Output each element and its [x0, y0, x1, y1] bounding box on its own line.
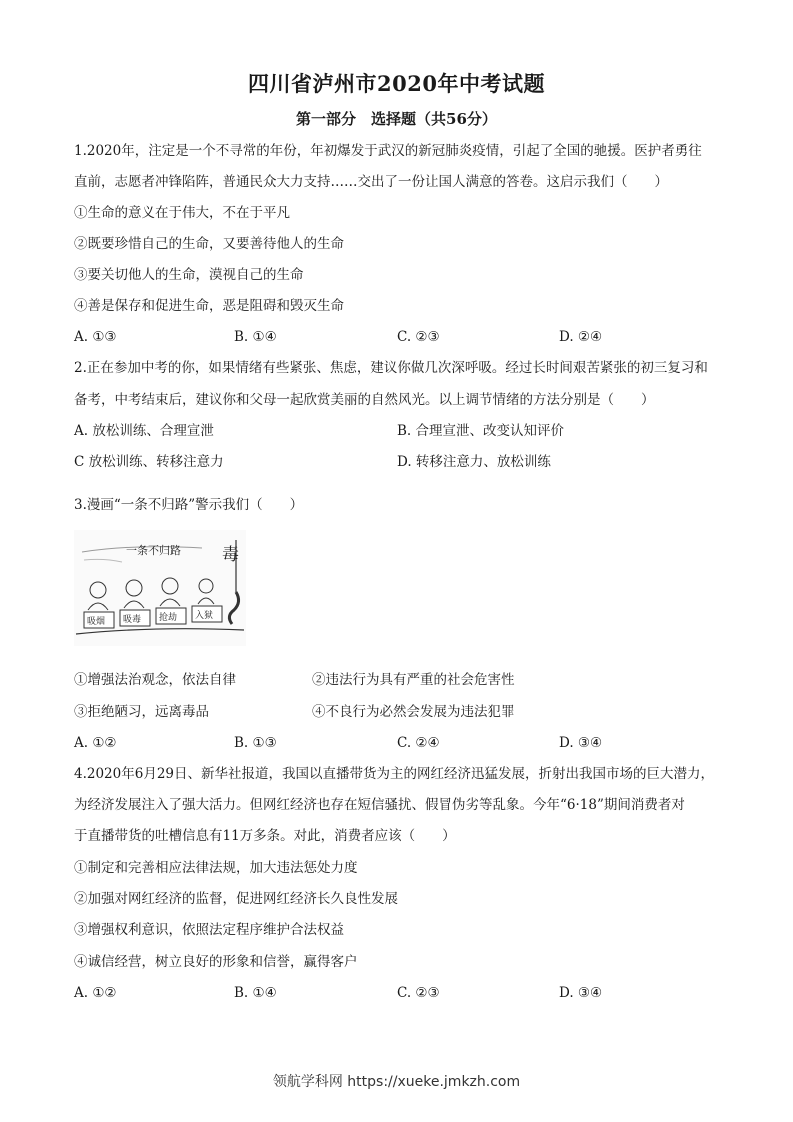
question-1-stem-line-1: 1.2020年，注定是一个不寻常的年份，年初爆发于武汉的新冠肺炎疫情，引起了全国的驰援。医护者勇往: [74, 143, 702, 159]
question-4-statement-1: ①制定和完善相应法律法规，加大违法惩处力度: [74, 860, 358, 876]
question-3-option-a[interactable]: A. ①②: [74, 735, 117, 751]
question-2-stem-line-1: 2.正在参加中考的你，如果情绪有些紧张、焦虑，建议你做几次深呼吸。经过长时间艰苦紧张的初三复习和: [74, 360, 708, 376]
section-heading: 第一部分 选择题（共56分）: [296, 110, 497, 128]
question-1-statement-3: ③要关切他人的生命，漠视自己的生命: [74, 267, 304, 283]
cartoon-sign-text: 毒: [222, 545, 239, 565]
question-4-statement-2: ②加强对网红经济的监督，促进网红经济长久良性发展: [74, 891, 398, 907]
question-1-statement-1: ①生命的意义在于伟大，不在于平凡: [74, 205, 290, 221]
page-title: 四川省泸州市2020年中考试题: [248, 71, 545, 96]
question-3-statement-4: ④不良行为必然会发展为违法犯罪: [312, 704, 515, 720]
question-4-statement-4: ④诚信经营，树立良好的形象和信誉，赢得客户: [74, 954, 358, 970]
cartoon-box-2-label: 吸毒: [123, 615, 142, 625]
cartoon-box-4-label: 入狱: [195, 611, 214, 621]
question-3-statement-2: ②违法行为具有严重的社会危害性: [312, 672, 515, 688]
question-1-option-a[interactable]: A. ①③: [74, 329, 117, 345]
cartoon-illustration: [74, 530, 246, 646]
question-2-option-d[interactable]: D. 转移注意力、放松训练: [397, 454, 551, 470]
question-3-option-b[interactable]: B. ①③: [234, 735, 277, 751]
question-3-statement-1: ①增强法治观念，依法自律: [74, 672, 236, 688]
question-3-option-d[interactable]: D. ③④: [559, 735, 603, 751]
question-1-statement-2: ②既要珍惜自己的生命，又要善待他人的生命: [74, 236, 344, 252]
footer-watermark: 领航学科网 https://xueke.jmkzh.com: [272, 1074, 521, 1090]
question-4-option-c[interactable]: C. ②③: [397, 985, 440, 1001]
question-1-option-c[interactable]: C. ②③: [397, 329, 440, 345]
question-2-option-b[interactable]: B. 合理宣泄、改变认知评价: [397, 423, 565, 439]
question-3-stem: 3.漫画“一条不归路”警示我们（ ）: [74, 497, 304, 513]
question-4-stem-line-1: 4.2020年6月29日、新华社报道，我国以直播带货为主的网红经济迅猛发展，折射出我国市场的巨大潜力，: [74, 766, 715, 782]
question-2-stem-line-2: 备考，中考结束后，建议你和父母一起欣赏美丽的自然风光。以上调节情绪的方法分别是（ ）: [74, 392, 655, 408]
question-1-option-d[interactable]: D. ②④: [559, 329, 603, 345]
question-4-statement-3: ③增强权利意识，依照法定程序维护合法权益: [74, 922, 344, 938]
cartoon-box-1-label: 吸烟: [87, 617, 106, 627]
cartoon-box-3-label: 抢劫: [159, 613, 178, 623]
question-1-option-b[interactable]: B. ①④: [234, 329, 277, 345]
question-4-option-d[interactable]: D. ③④: [559, 985, 603, 1001]
question-1-statement-4: ④善是保存和促进生命，恶是阻碍和毁灭生命: [74, 298, 344, 314]
question-3-statement-3: ③拒绝陋习，远离毒品: [74, 704, 209, 720]
question-4-option-a[interactable]: A. ①②: [74, 985, 117, 1001]
question-2-option-a[interactable]: A. 放松训练、合理宣泄: [74, 423, 214, 439]
cartoon-banner-text: 一条不归路: [126, 544, 181, 557]
question-2-option-c[interactable]: C 放松训练、转移注意力: [74, 454, 224, 470]
question-4-stem-line-3: 于直播带货的吐槽信息有11万多条。对此，消费者应该（ ）: [74, 828, 456, 844]
question-3-option-c[interactable]: C. ②④: [397, 735, 440, 751]
question-1-stem-line-2: 直前，志愿者冲锋陷阵，普通民众大力支持……交出了一份让国人满意的答卷。这启示我们（ ）: [74, 174, 668, 190]
question-4-stem-line-2: 为经济发展注入了强大活力。但网红经济也存在短信骚扰、假冒伪劣等乱象。今年“6·18”期间消费者对: [74, 797, 685, 813]
question-4-option-b[interactable]: B. ①④: [234, 985, 277, 1001]
